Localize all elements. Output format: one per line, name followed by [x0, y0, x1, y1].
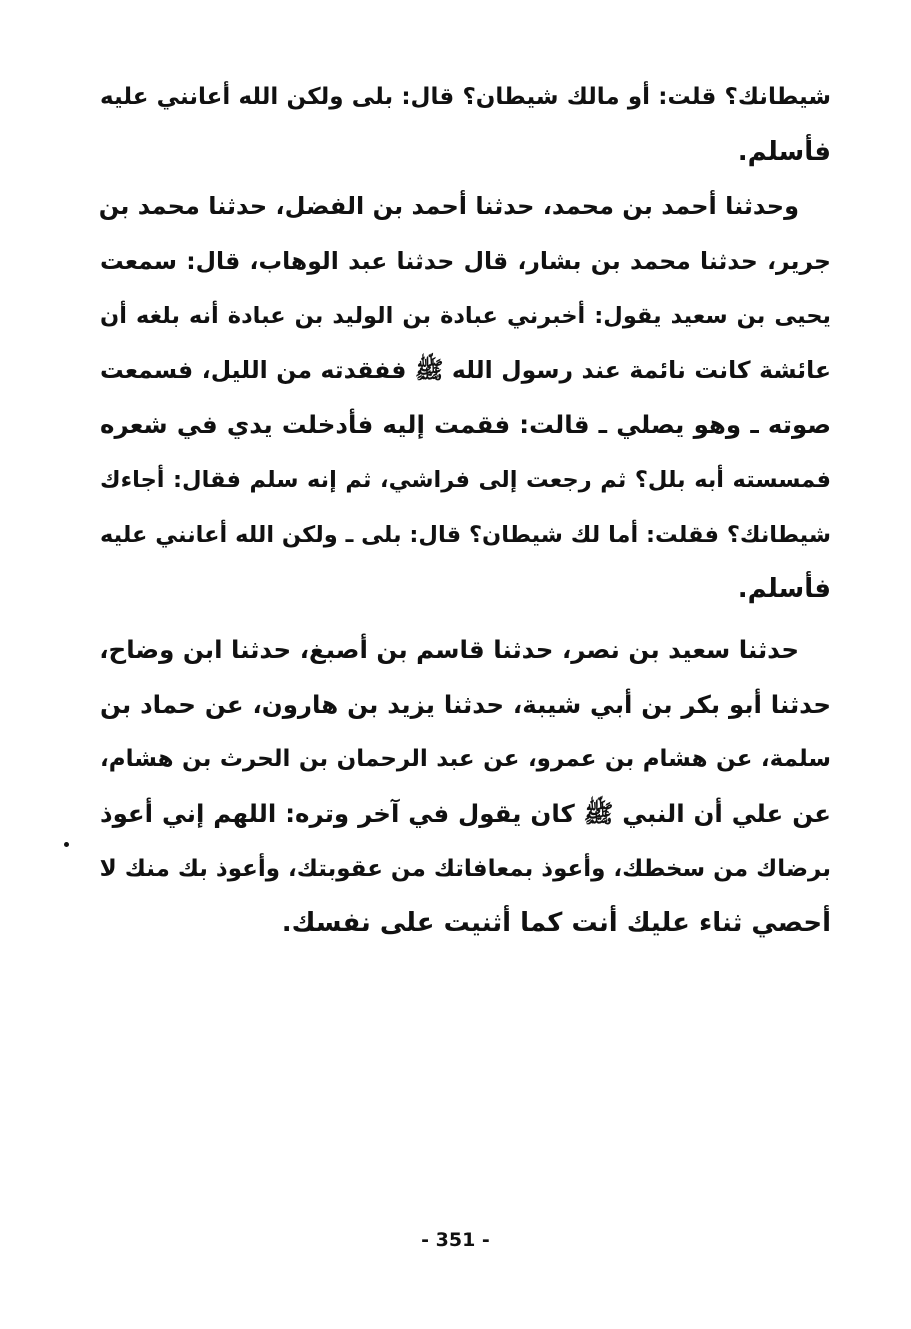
text-line: حدثنا سعيد بن نصر، حدثنا قاسم بن أصبغ، حدثنا ابن وضاح، [99, 634, 799, 664]
text-line: عن علي أن النبي ﷺ كان يقول في آخر وتره: اللهم إني أعوذ [100, 798, 831, 828]
paragraph [100, 70, 831, 179]
text-line: شيطانك؟ فقلت: أما لك شيطان؟ قال: بلى ـ ولكن الله أعانني عليه [100, 521, 831, 548]
text-line: عائشة كانت نائمة عند رسول الله ﷺ ففقدته من الليل، فسمعت [100, 356, 831, 385]
scan-speck [64, 842, 69, 847]
text-line: يحيى بن سعيد يقول: أخبرني عبادة بن الوليد بن عبادة أنه بلغه أن [100, 302, 831, 329]
text-line: فأسلم. [737, 136, 831, 167]
text-line: برضاك من سخطك، وأعوذ بمعافاتك من عقوبتك، وأعوذ بك منك لا [99, 855, 831, 882]
text-line: حدثنا أبو بكر بن أبي شيبة، حدثنا يزيد بن هارون، عن حماد بن [100, 689, 831, 719]
text-line: سلمة، عن هشام بن عمرو، عن عبد الرحمان بن الحرث بن هشام، [100, 746, 831, 773]
text-line: صوته ـ وهو يصلي ـ قالت: فقمت إليه فأدخلت يدي في شعره [100, 410, 831, 440]
text-line: فمسسته أبه بلل؟ ثم رجعت إلى فراشي، ثم إنه سلم فقال: أجاءك [100, 466, 831, 493]
page-number: - 351 - [421, 1229, 490, 1251]
text-line: أحصي ثناء عليك أنت كما أثنيت على نفسك. [281, 908, 831, 939]
text-line: فأسلم. [737, 574, 831, 605]
paragraph [100, 623, 831, 951]
text-line: وحدثنا أحمد بن محمد، حدثنا أحمد بن الفضل، حدثنا محمد بن [98, 192, 799, 221]
text-line: جرير، حدثنا محمد بن بشار، قال حدثنا عبد الوهاب، قال: سمعت [100, 247, 831, 276]
paragraph [100, 179, 831, 617]
text-line: شيطانك؟ قلت: أو مالك شيطان؟ قال: بلى ولكن الله أعانني عليه [100, 84, 831, 110]
page-body [100, 70, 831, 951]
